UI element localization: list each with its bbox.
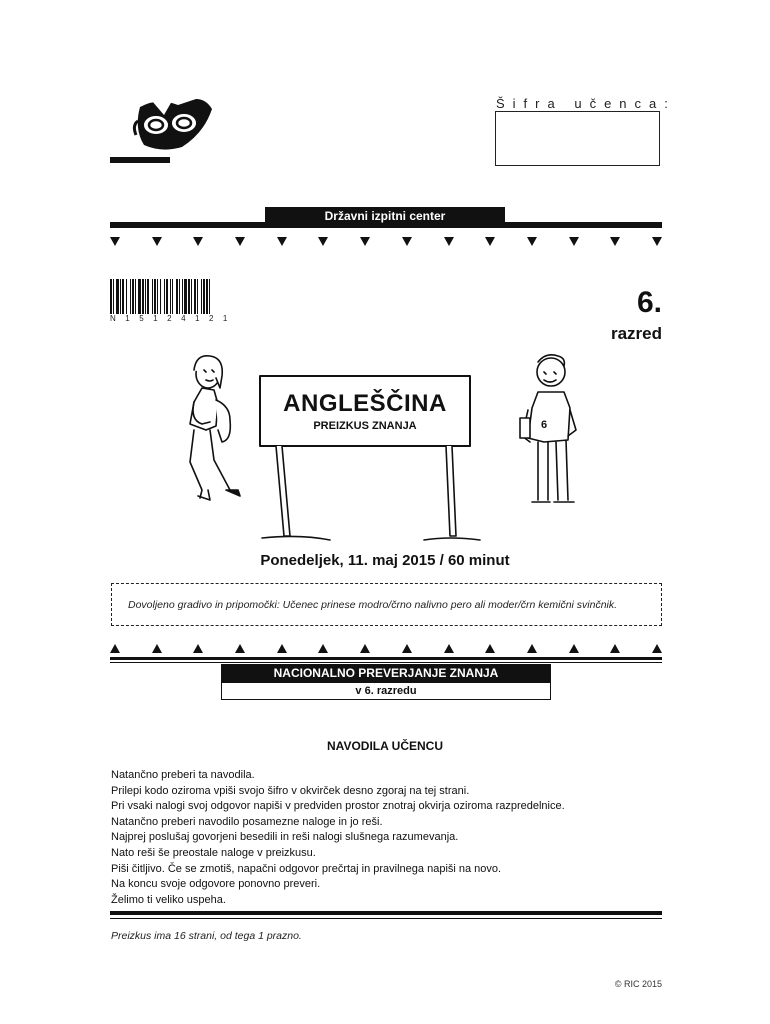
triangle-up-icon	[610, 644, 620, 653]
children-with-sign-illustration	[180, 350, 590, 550]
barcode-bar	[122, 279, 124, 314]
triangle-up-icon	[277, 644, 287, 653]
barcode-bar	[182, 279, 183, 314]
grade-number: 6.	[636, 286, 662, 319]
triangle-down-icon	[235, 237, 245, 246]
triangle-down-icon	[527, 237, 537, 246]
girl-figure	[190, 356, 240, 500]
triangle-down-icon	[360, 237, 370, 246]
triangle-up-icon	[485, 644, 495, 653]
instruction-item: Pri vsaki nalogi svoj odgovor napiši v predviden prostor znotraj okvirja oziroma razpredelnice.	[111, 800, 565, 813]
triangle-down-icon	[277, 237, 287, 246]
triangle-down-icon	[444, 237, 454, 246]
triangle-down-icon	[402, 237, 412, 246]
triangle-down-icon	[569, 237, 579, 246]
barcode-number: N15124121	[110, 314, 237, 323]
triangle-up-icon	[193, 644, 203, 653]
barcode-bar	[135, 279, 136, 314]
national-subtitle: v 6. razredu	[221, 682, 551, 700]
triangle-up-icon	[318, 644, 328, 653]
instructions-title: NAVODILA UČENCU	[327, 739, 443, 753]
copyright: © RIC 2015	[614, 979, 662, 989]
barcode-bar	[197, 279, 198, 314]
triangle-up-icon	[402, 644, 412, 653]
barcode-bar	[176, 279, 178, 314]
instruction-item: Želimo ti veliko uspeha.	[111, 893, 226, 906]
triangle-up-icon	[110, 644, 120, 653]
triangle-row-bottom	[110, 644, 662, 658]
barcode-bar	[145, 279, 146, 314]
shirt-number: 6	[541, 419, 548, 431]
instruction-item: Nato reši še preostale naloge v preizkusu.	[111, 846, 316, 859]
barcode-bar	[110, 279, 112, 314]
barcode-bar	[179, 279, 180, 314]
barcode-bar	[184, 279, 187, 314]
triangle-down-icon	[193, 237, 203, 246]
triangle-down-icon	[610, 237, 620, 246]
subject-title: ANGLEŠČINA	[283, 390, 447, 417]
barcode-bar	[203, 279, 205, 314]
bottom-rule-thin	[110, 918, 662, 919]
national-rule-thin	[110, 662, 662, 663]
barcode-bar	[152, 279, 153, 314]
barcode-bar	[138, 279, 141, 314]
barcode-bar	[113, 279, 114, 314]
instruction-item: Natančno preberi ta navodila.	[111, 769, 255, 781]
barcode-bar	[116, 279, 119, 314]
instruction-item: Najprej poslušaj govorjeni besedili in reši nalogi slušnega razumevanja.	[111, 831, 459, 844]
triangle-up-icon	[360, 644, 370, 653]
student-code-box[interactable]	[495, 111, 660, 166]
barcode-bar	[130, 279, 131, 314]
instruction-item: Na koncu svoje odgovore ponovno preveri.	[111, 878, 321, 891]
barcode-bar	[194, 279, 196, 314]
barcode-bar	[209, 279, 210, 314]
barcode	[110, 279, 272, 314]
barcode-bar	[157, 279, 158, 314]
instruction-item: Prilepi kodo oziroma vpiši svojo šifro v okvirček desno zgoraj na tej strani.	[111, 784, 470, 797]
barcode-bar	[120, 279, 121, 314]
barcode-bar	[164, 279, 165, 314]
barcode-bar	[201, 279, 202, 314]
grade-word: razred	[610, 324, 662, 343]
instruction-item: Natančno preberi navodilo posamezne naloge in jo reši.	[111, 815, 383, 828]
national-rule-thick	[110, 657, 662, 660]
barcode-bar	[147, 279, 149, 314]
triangle-down-icon	[318, 237, 328, 246]
center-name: Državni izpitni center	[265, 207, 505, 225]
triangle-up-icon	[444, 644, 454, 653]
triangle-up-icon	[527, 644, 537, 653]
barcode-bar	[206, 279, 208, 314]
barcode-bar	[142, 279, 144, 314]
barcode-bar	[170, 279, 171, 314]
barcode-bar	[172, 279, 173, 314]
barcode-bar	[132, 279, 134, 314]
bottom-rule-thick	[110, 911, 662, 915]
barcode-bar	[166, 279, 168, 314]
page-count-note: Preizkus ima 16 strani, od tega 1 prazno.	[111, 930, 302, 942]
barcode-bar	[191, 279, 192, 314]
triangle-down-icon	[652, 237, 662, 246]
barcode-bar	[160, 279, 161, 314]
student-code-label: Šifra učenca:	[496, 96, 676, 111]
allowed-materials-text: Dovoljeno gradivo in pripomočki: Učenec prinese modro/črno nalivno pero ali moder/črn kemični svinčnik.	[128, 599, 618, 611]
ric-owl-logo	[108, 95, 223, 167]
barcode-bar	[154, 279, 156, 314]
triangle-up-icon	[235, 644, 245, 653]
barcode-bar	[188, 279, 190, 314]
triangle-down-icon	[110, 237, 120, 246]
boy-figure	[520, 355, 576, 502]
barcode-bar	[126, 279, 127, 314]
instruction-item: Piši čitljivo. Če se zmotiš, napačni odgovor prečrtaj in pravilnega napiši na novo.	[111, 862, 502, 875]
triangle-down-icon	[152, 237, 162, 246]
instructions-list	[111, 768, 671, 908]
subject-subtitle: PREIZKUS ZNANJA	[313, 420, 417, 432]
triangle-down-icon	[485, 237, 495, 246]
exam-date: Ponedeljek, 11. maj 2015 / 60 minut	[260, 552, 510, 569]
triangle-up-icon	[569, 644, 579, 653]
triangle-row-top	[110, 237, 662, 251]
national-title: NACIONALNO PREVERJANJE ZNANJA	[221, 664, 551, 682]
triangle-up-icon	[152, 644, 162, 653]
triangle-up-icon	[652, 644, 662, 653]
